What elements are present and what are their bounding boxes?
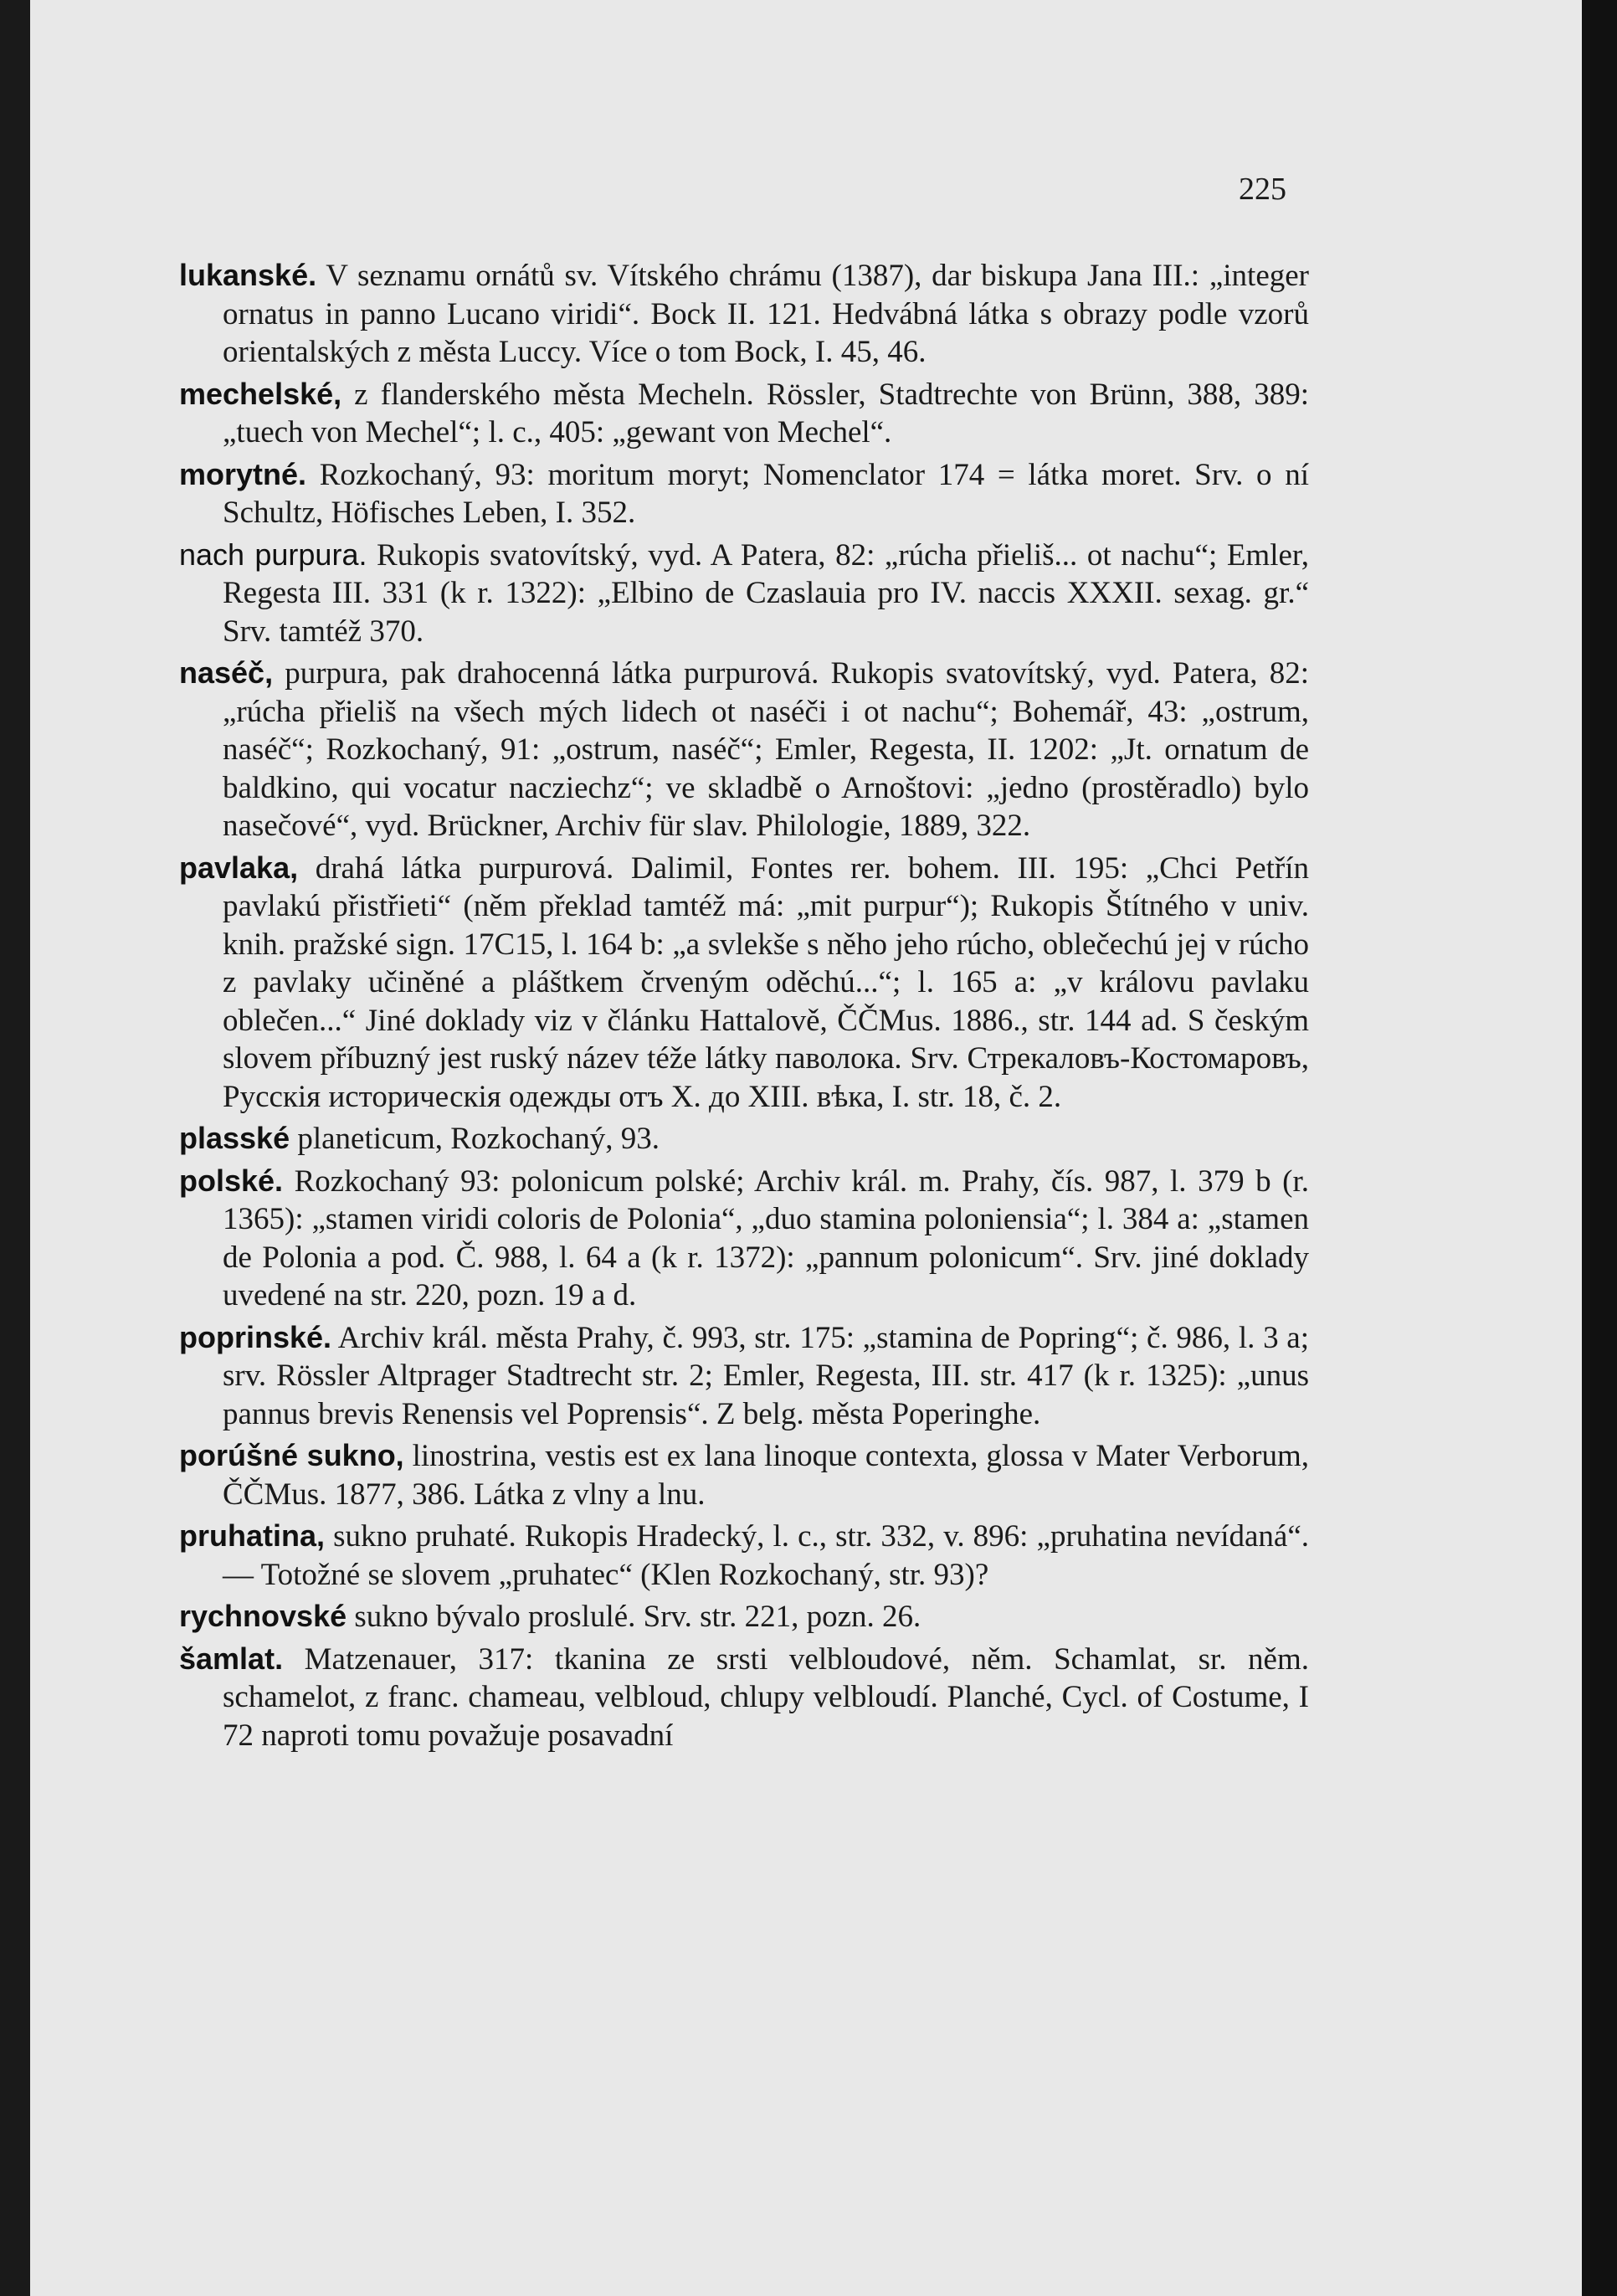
glossary-entry xyxy=(179,1318,1309,1434)
glossary-entry xyxy=(179,849,1309,1117)
glossary-entry xyxy=(179,1119,1309,1158)
entry-text: z flanderského města Mecheln. Rössler, Stadtrechte von Brünn, 388, 389: „tuech von Mechel“; l. c., 405: „gewant von Mechel“. xyxy=(223,377,1309,449)
entry-term: polské. xyxy=(179,1163,284,1198)
entry-term: šamlat. xyxy=(179,1641,284,1676)
glossary-entry xyxy=(179,256,1309,372)
entry-term: nach purpura. xyxy=(179,537,367,572)
entry-text: sukno pruhaté. Rukopis Hradecký, l. c., str. 332, v. 896: „pruhatina nevídaná“. — Totožné se slovem „pruhatec“ (Klen Rozkochaný, str. 93)? xyxy=(223,1519,1309,1592)
entry-term: naséč, xyxy=(179,655,274,690)
entry-term: poprinské. xyxy=(179,1319,332,1354)
scan-border xyxy=(1582,0,1617,2296)
entry-text: Matzenauer, 317: tkanina ze srsti velbloudové, něm. Schamlat, sr. něm. schamelot, z franc. chameau, velbloud, chlupy velbloudí. Planché, Cycl. of Costume, I 72 naproti tomu považuje posavadní xyxy=(223,1641,1309,1753)
glossary-text xyxy=(179,256,1309,1758)
entry-text: Rozkochaný 93: polonicum polské; Archiv král. m. Prahy, čís. 987, l. 379 b (r. 1365): „stamen viridi coloris de Polonia“, „duo stamina poloniensia“; l. 384 a: „stamen de Polonia a pod. Č. 988, l. 64 a (k r. 1372): „pannum polonicum“. Srv. jiné doklady uvedené na str. 220, pozn. 19 a d. xyxy=(223,1163,1309,1312)
entry-text: sukno bývalo proslulé. Srv. str. 221, pozn. 26. xyxy=(346,1600,921,1634)
entry-term: mechelské, xyxy=(179,376,342,411)
page-number: 225 xyxy=(1239,172,1286,207)
entry-text: purpura, pak drahocenná látka purpurová. Rukopis svatovítský, vyd. Patera, 82: „rúcha přieliš na všech mých lidech ot naséči i ot nachu“; Bohemář, 43: „ostrum, naséč“; Rozkochaný, 91: „ostrum, naséč“; Emler, Regesta, II. 1202: „Jt. ornatum de baldkino, qui vocatur nacziechz“; ve skladbě o Arnoštovi: „jedno (prostěradlo) bylo nasečové“, vyd. Brückner, Archiv für slav. Philologie, 1889, 322. xyxy=(223,656,1309,843)
entry-term: pruhatina, xyxy=(179,1518,326,1553)
entry-term: morytné. xyxy=(179,456,307,491)
entry-text: drahá látka purpurová. Dalimil, Fontes rer. bohem. III. 195: „Chci Petřín pavlakú přistřieti“ (něm překlad tamtéž má: „mit purpur“); Rukopis Štítného v univ. knih. pražské sign. 17C15, l. 164 b: „a svlekše s něho jeho rúcho, oblečechú jej v rúcho z pavlaky učiněné a pláštkem črveným oděchú...“; l. 165 a: „v královu pavlaku oblečen...“ Jiné doklady viz v článku Hattalově, ČČMus. 1886., str. 144 ad. S českým slovem příbuzný jest ruský název téže látky паволока. Srv. Стрекаловъ-Костомаровъ, Русскія историческія одежды отъ X. до XIII. вѣка, I. str. 18, č. 2. xyxy=(223,850,1309,1114)
entry-term: pavlaka, xyxy=(179,850,299,885)
entry-text: V seznamu ornátů sv. Vítského chrámu (1387), dar biskupa Jana III.: „integer ornatus in panno Lucano viridi“. Bock II. 121. Hedvábná látka s obrazy podle vzorů orientalských z města Luccy. Více o tom Bock, I. 45, 46. xyxy=(223,259,1309,369)
entry-term: lukanské. xyxy=(179,258,317,292)
entry-text: planeticum, Rozkochaný, 93. xyxy=(290,1122,660,1156)
entry-text: Rozkochaný, 93: moritum moryt; Nomenclator 174 = látka moret. Srv. o ní Schultz, Höfisches Leben, I. 352. xyxy=(223,457,1309,530)
glossary-entry xyxy=(179,1640,1309,1755)
glossary-entry xyxy=(179,455,1309,532)
entry-term: plasské xyxy=(179,1121,290,1155)
glossary-entry xyxy=(179,1162,1309,1315)
entry-term: rychnovské xyxy=(179,1599,347,1633)
glossary-entry xyxy=(179,654,1309,845)
glossary-entry xyxy=(179,1597,1309,1636)
entry-term: porúšné sukno, xyxy=(179,1438,404,1472)
glossary-entry xyxy=(179,1436,1309,1513)
entry-text: Rukopis svatovítský, vyd. A Patera, 82: „rúcha přieliš... ot nachu“; Emler, Regesta III. 331 (k r. 1322): „Elbino de Czaslauia pro IV. naccis XXXII. sexag. gr.“ Srv. tamtéž 370. xyxy=(223,537,1309,649)
glossary-entry xyxy=(179,536,1309,651)
entry-text: Archiv král. města Prahy, č. 993, str. 175: „stamina de Popring“; č. 986, l. 3 a; srv. Rössler Altprager Stadtrecht str. 2; Emler, Regesta, III. str. 417 (k r. 1325): „unus pannus brevis Renensis vel Poprensis“. Z belg. města Poperinghe. xyxy=(223,1320,1309,1431)
glossary-entry xyxy=(179,1517,1309,1594)
glossary-entry xyxy=(179,375,1309,452)
entry-text: linostrina, vestis est ex lana linoque contexta, glossa v Mater Verborum, ČČMus. 1877, 386. Látka z vlny a lnu. xyxy=(223,1439,1310,1512)
